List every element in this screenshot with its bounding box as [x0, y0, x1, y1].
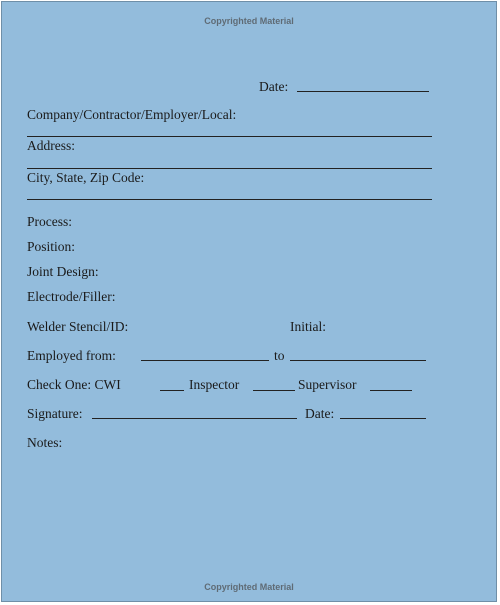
position-label: Position:	[27, 239, 76, 254]
company-field[interactable]	[27, 136, 432, 137]
address-field[interactable]	[27, 168, 432, 169]
city-field[interactable]	[27, 199, 432, 200]
date2-field[interactable]	[340, 418, 426, 419]
watermark-top: Copyrighted Material	[204, 16, 294, 26]
employed-to-field[interactable]	[290, 360, 426, 361]
process-label: Process:	[27, 214, 72, 229]
stencil-label: Welder Stencil/ID:	[27, 319, 129, 334]
electrode-label: Electrode/Filler:	[27, 289, 116, 304]
employed-from-field[interactable]	[141, 360, 269, 361]
supervisor-field[interactable]	[370, 390, 412, 391]
date-field[interactable]	[297, 91, 429, 92]
inspector-field[interactable]	[253, 390, 295, 391]
form-page	[1, 1, 497, 602]
signature-label: Signature:	[27, 406, 83, 421]
date2-label: Date:	[305, 406, 335, 421]
city-label: City, State, Zip Code:	[27, 170, 145, 185]
inspector-label: Inspector	[189, 377, 240, 392]
initial-label: Initial:	[290, 319, 326, 334]
employed-label: Employed from:	[27, 348, 116, 363]
supervisor-label: Supervisor	[298, 377, 357, 392]
address-label: Address:	[27, 138, 75, 153]
cwi-field[interactable]	[160, 390, 184, 391]
check-one-label: Check One: CWI	[27, 377, 121, 392]
company-label: Company/Contractor/Employer/Local:	[27, 107, 237, 122]
watermark-bottom: Copyrighted Material	[204, 582, 294, 592]
joint-design-label: Joint Design:	[27, 264, 99, 279]
to-label: to	[274, 348, 285, 363]
date-label: Date:	[259, 79, 289, 94]
notes-label: Notes:	[27, 435, 63, 450]
signature-field[interactable]	[92, 418, 297, 419]
